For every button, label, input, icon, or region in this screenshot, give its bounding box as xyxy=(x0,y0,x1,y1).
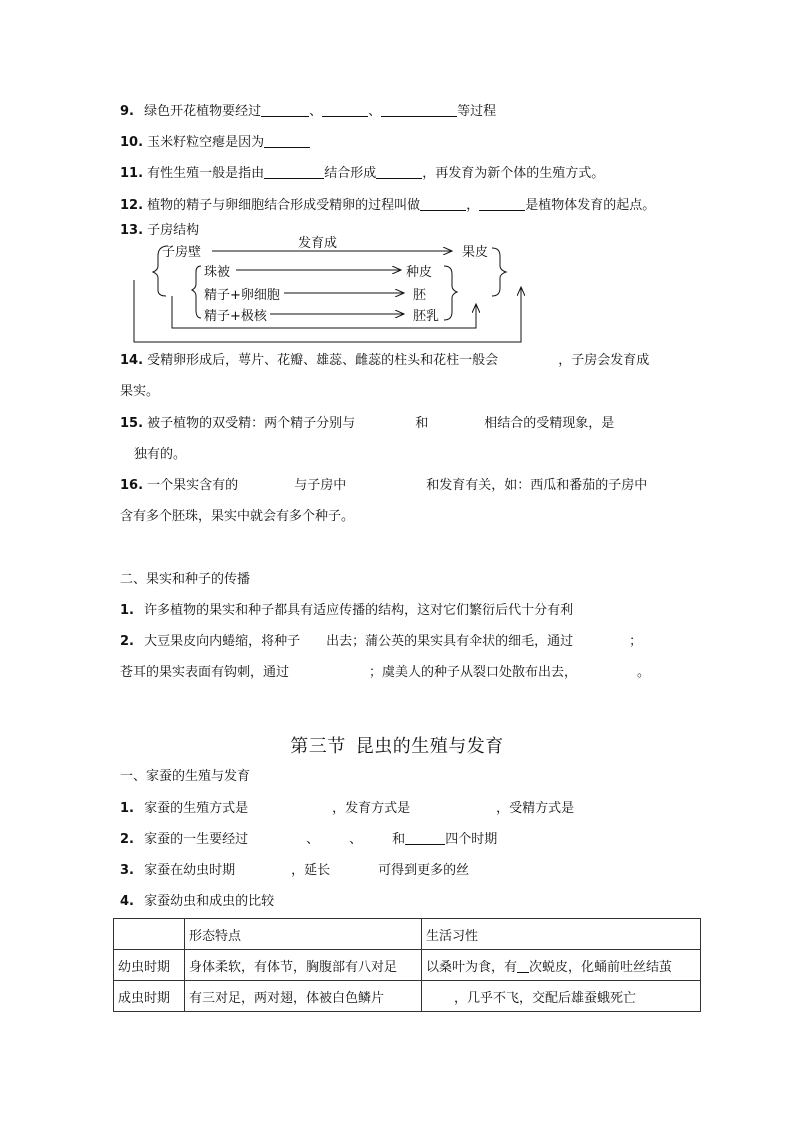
question-number: 16. xyxy=(120,478,144,493)
question-text: 是植物体发育的起点。 xyxy=(525,198,656,213)
item-text: 。 xyxy=(637,665,651,680)
item-text: 家蚕的一生要经过 xyxy=(144,832,249,847)
question-16-continued xyxy=(120,509,354,525)
item-number: 1. xyxy=(120,603,134,618)
table-header-row xyxy=(114,919,701,950)
section2-item-1 xyxy=(120,603,573,619)
chapter-number: 第三节 xyxy=(290,736,346,757)
question-15 xyxy=(120,416,614,432)
question-text: 被子植物的双受精：两个精子分别与 xyxy=(147,416,356,431)
table-cell: 幼虫时期 xyxy=(114,950,185,981)
item-text: 苍耳的果实表面有钩刺，通过 xyxy=(120,665,290,680)
question-text: 等过程 xyxy=(457,104,497,119)
integument-label: 珠被 xyxy=(204,265,231,280)
item-text: ，受精方式是 xyxy=(496,801,575,816)
fruit-brace xyxy=(492,248,506,296)
question-number: 10. xyxy=(120,135,144,150)
section3-item-3 xyxy=(120,863,469,879)
question-number: 9. xyxy=(120,104,134,119)
chapter-title xyxy=(0,732,794,758)
seed-brace xyxy=(444,266,457,320)
question-text: 受精卵形成后，萼片、花瓣、雄蕊、雌蕊的柱头和花柱一般会 xyxy=(147,353,499,368)
section3-item-1 xyxy=(120,801,574,817)
question-text: 有性生殖一般是指由 xyxy=(147,166,265,181)
question-text: 相结合的受精现象，是 xyxy=(484,416,615,431)
section3-item-4 xyxy=(120,894,274,910)
table-row xyxy=(114,981,701,1012)
question-text: 植物的精子与卵细胞结合形成受精卵的过程叫做 xyxy=(147,198,421,213)
question-text: 和发育有关，如：西瓜和番茄的子房中 xyxy=(426,478,648,493)
develops-into-label: 发育成 xyxy=(298,236,338,251)
table-cell xyxy=(422,950,701,981)
table-cell: 有三对足，两对翅，体被白色鳞片 xyxy=(185,981,422,1012)
inner-left-brace xyxy=(192,266,201,318)
separator: 、 xyxy=(349,832,363,847)
question-number: 13. xyxy=(120,223,144,238)
item-number: 3. xyxy=(120,863,134,878)
ovary-to-fruit-line xyxy=(134,280,521,342)
seed-coat-label: 种皮 xyxy=(406,265,433,280)
table-cell: 成虫时期 xyxy=(114,981,185,1012)
item-text: ，发育方式是 xyxy=(332,801,411,816)
item-number: 2. xyxy=(120,634,134,649)
embryo-label: 胚 xyxy=(413,288,427,303)
table-row xyxy=(114,950,701,981)
cell-text: ，几乎不飞，交配后雄蚕蛾死亡 xyxy=(454,990,637,1006)
item-text: 家蚕的生殖方式是 xyxy=(144,801,249,816)
comparison-table xyxy=(113,918,701,1012)
item-text: 出去；蒲公英的果实具有伞状的细毛，通过 xyxy=(326,634,574,649)
question-text: 含有多个胚珠，果实中就会有多个种子。 xyxy=(120,509,355,524)
table-header-cell xyxy=(114,919,185,950)
sperm-polar-label: 精子+极核 xyxy=(204,309,267,324)
item-text: 和 xyxy=(392,832,406,847)
question-14 xyxy=(120,353,649,369)
item-number: 1. xyxy=(120,801,134,816)
answer-blank[interactable] xyxy=(405,832,445,845)
section3-item-2 xyxy=(120,832,497,848)
table-header-cell: 生活习性 xyxy=(422,919,701,950)
question-16 xyxy=(120,478,647,494)
question-number: 14. xyxy=(120,353,144,368)
section2-item-2 xyxy=(120,634,642,650)
item-text: 四个时期 xyxy=(445,832,498,847)
question-text: 与子房中 xyxy=(294,478,347,493)
separator: 、 xyxy=(368,104,382,119)
question-text: ，再发育为新个体的生殖方式。 xyxy=(422,166,605,181)
question-text: 绿色开花植物要经过 xyxy=(144,104,262,119)
ovary-wall-label: 子房壁 xyxy=(162,245,202,260)
question-text: 果实。 xyxy=(120,384,160,399)
endosperm-label: 胚乳 xyxy=(413,309,440,324)
item-text: 可得到更多的丝 xyxy=(378,863,470,878)
question-text: 玉米籽粒空瘪是因为 xyxy=(147,135,265,150)
section-heading: 一、家蚕的生殖与发育 xyxy=(120,769,251,784)
item-text: 大豆果皮向内蜷缩，将种子 xyxy=(144,634,301,649)
chapter-name: 昆虫的生殖与发育 xyxy=(355,736,504,757)
question-text: 一个果实含有的 xyxy=(147,478,239,493)
question-15-continued xyxy=(134,447,186,463)
question-text: 结合形成 xyxy=(324,166,377,181)
question-text: ， xyxy=(466,198,480,213)
answer-blank[interactable] xyxy=(517,960,529,973)
table-cell: 身体柔软，有体节，胸腹部有八对足 xyxy=(185,950,422,981)
cell-text: 次蜕皮，化蛹前吐丝结茧 xyxy=(529,959,673,975)
pericarp-label: 果皮 xyxy=(462,245,489,260)
item-number: 4. xyxy=(120,894,134,909)
question-text: 子房结构 xyxy=(147,223,200,238)
item-text: ，延长 xyxy=(291,863,331,878)
item-text: 家蚕幼虫和成虫的比较 xyxy=(144,894,275,909)
cell-text: 以桑叶为食，有 xyxy=(426,959,518,975)
item-text: 许多植物的果实和种子都具有适应传播的结构，这对它们繁衍后代十分有利 xyxy=(144,603,574,618)
section-heading: 二、果实和种子的传播 xyxy=(120,572,251,587)
table-cell xyxy=(422,981,701,1012)
separator: 、 xyxy=(309,104,323,119)
question-text: 和 xyxy=(415,416,429,431)
item-text: ； xyxy=(629,634,643,649)
question-text: ，子房会发育成 xyxy=(558,353,650,368)
question-text: 独有的。 xyxy=(134,447,187,462)
question-number: 12. xyxy=(120,198,144,213)
section2-item-2-continued xyxy=(120,665,650,681)
ovary-structure-diagram xyxy=(0,0,794,360)
sperm-egg-label: 精子+卵细胞 xyxy=(204,288,280,303)
question-number: 15. xyxy=(120,416,144,431)
separator: 、 xyxy=(306,832,320,847)
question-14-continued xyxy=(120,384,159,400)
item-number: 2. xyxy=(120,832,134,847)
item-text: 家蚕在幼虫时期 xyxy=(144,863,236,878)
item-text: ；虞美人的种子从裂口处散布出去， xyxy=(369,665,578,680)
question-number: 11. xyxy=(120,166,144,181)
table-header-cell: 形态特点 xyxy=(185,919,422,950)
